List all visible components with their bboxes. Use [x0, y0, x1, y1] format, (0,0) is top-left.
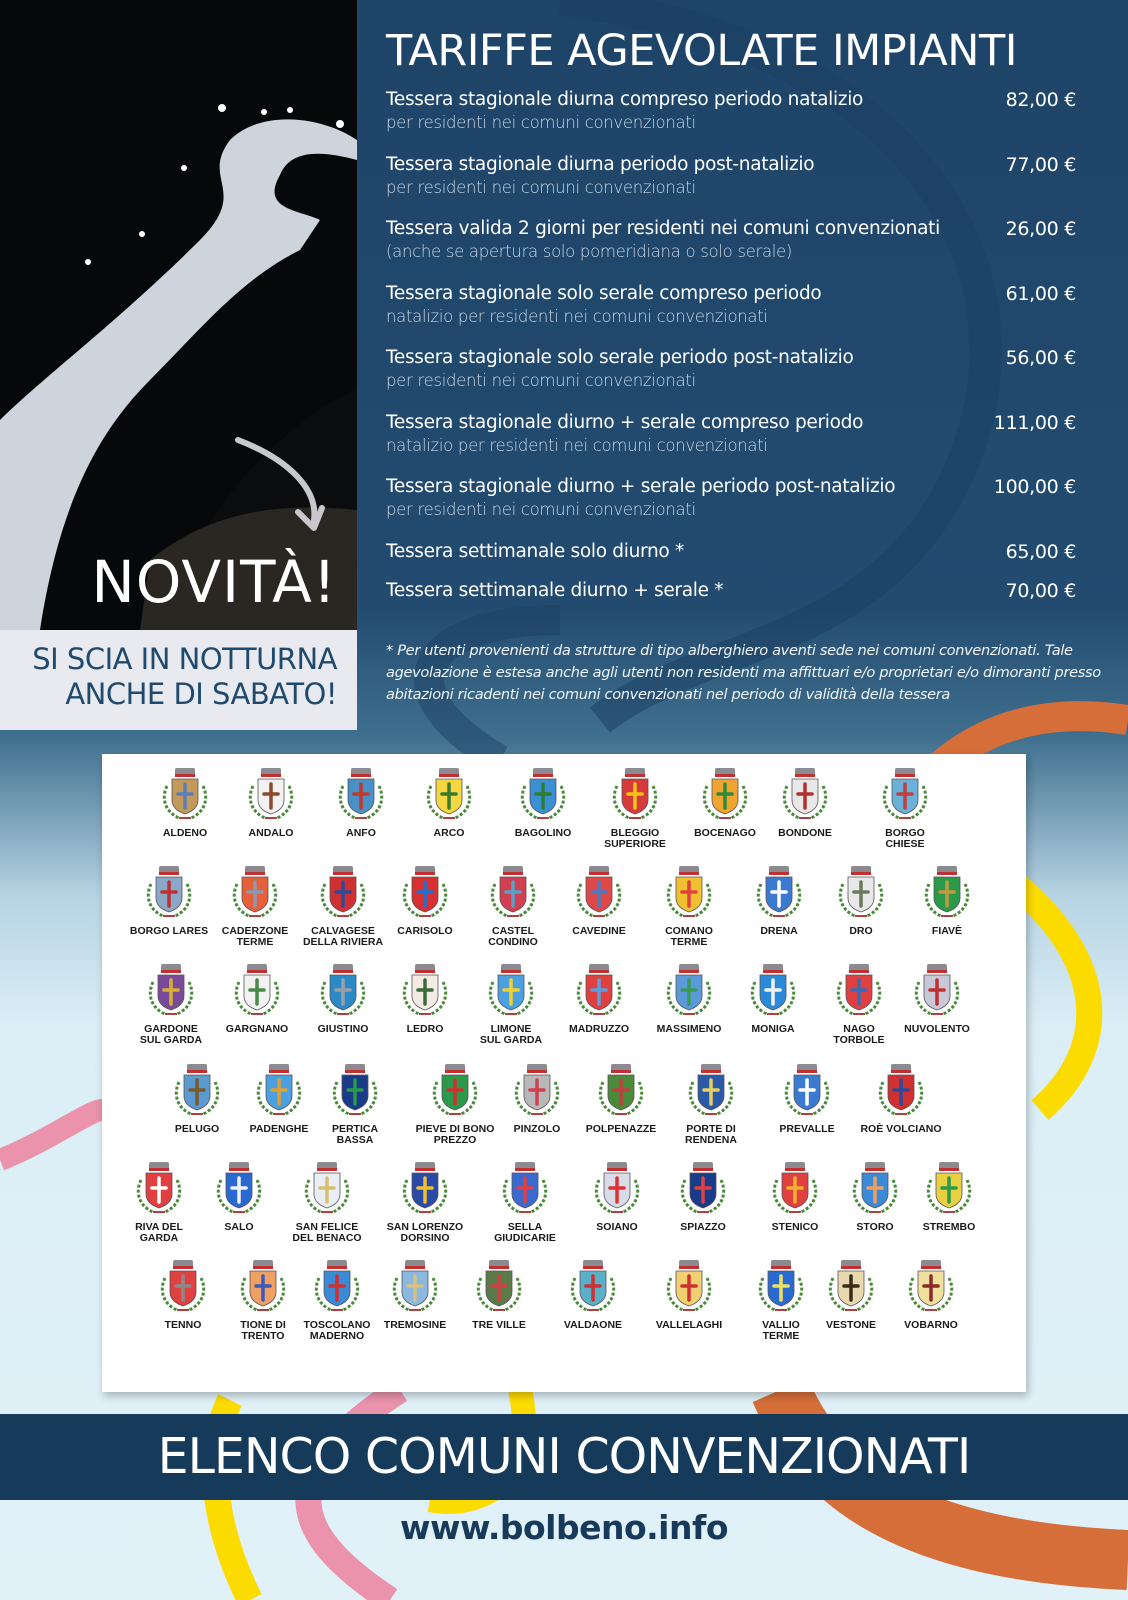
coat-of-arms-icon: [427, 1060, 483, 1120]
tariff-price: 111,00 €: [993, 411, 1076, 434]
coat-of-arms-icon: [141, 862, 197, 922]
comune-name: ROÈ VOLCIANO: [860, 1123, 942, 1135]
comune-name: VALDAONE: [563, 1319, 623, 1331]
comune-name: VOBARNO: [904, 1319, 958, 1331]
comune-item: [892, 862, 1002, 937]
tariff-name: Tessera stagionale solo serale periodo post-natalizio: [386, 347, 854, 368]
comune-name: SELLA GIUDICARIE: [494, 1221, 556, 1244]
comuni-panel: [102, 754, 1026, 1392]
comune-item: [894, 1158, 1004, 1233]
comune-name: PINZOLO: [513, 1123, 561, 1135]
coat-of-arms-icon: [751, 862, 807, 922]
comune-name: ARCO: [433, 827, 465, 839]
comune-name: BOCENAGO: [694, 827, 756, 839]
website-link[interactable]: www.bolbeno.info: [399, 1508, 729, 1547]
comune-name: VALLIO TERME: [762, 1319, 800, 1342]
comune-name: GARGNANO: [225, 1023, 289, 1035]
tariff-row: [386, 579, 1076, 618]
comune-name: PADENGHE: [249, 1123, 309, 1135]
coat-of-arms-icon: [211, 1158, 267, 1218]
banner-line-1: SI SCIA IN NOTTURNA: [32, 642, 337, 676]
tariff-name: Tessera valida 2 giorni per residenti nei comuni convenzionati: [386, 218, 940, 239]
coat-of-arms-icon: [143, 960, 199, 1020]
coat-of-arms-icon: [131, 1158, 187, 1218]
tariff-row: [386, 153, 1076, 218]
comune-name: NAGO TORBOLE: [833, 1023, 885, 1046]
banner-line-2: ANCHE DI SABATO!: [65, 677, 337, 711]
coat-of-arms-icon: [877, 764, 933, 824]
comune-name: SAN FELICE DEL BENACO: [292, 1221, 362, 1244]
tariff-name: Tessera stagionale diurna periodo post-natalizio: [386, 153, 815, 175]
comune-name: CARISOLO: [397, 925, 453, 937]
tariff-name: Tessera stagionale diurno + serale periodo post-natalizio: [386, 476, 896, 497]
tariff-list: [386, 88, 1076, 618]
coat-of-arms-icon: [675, 1158, 731, 1218]
coat-of-arms-icon: [333, 764, 389, 824]
comune-name: FIAVÈ: [931, 925, 963, 937]
coat-of-arms-icon: [661, 1256, 717, 1316]
comune-item: [656, 1060, 766, 1146]
tariff-footnote: * Per utenti provenienti da strutture di tipo alberghiero aventi sede nei comuni convenzionati. Tale agevolazione è estesa anche agli utenti non residenti ma affittuari e/o proprietari e/o dimoranti presso abitazioni ricadenti nei comuni convenzionati nel periodo di validità della tessera: [386, 642, 1101, 703]
comune-item: [882, 960, 992, 1035]
comune-name: STREMBO: [922, 1221, 976, 1233]
comune-name: ANFO: [346, 827, 376, 839]
tariff-price: 82,00 €: [1005, 89, 1076, 111]
comune-name: PERTICA BASSA: [331, 1123, 379, 1146]
coat-of-arms-icon: [589, 1158, 645, 1218]
tariffs-title: TARIFFE AGEVOLATE IMPIANTI: [386, 26, 1017, 76]
comune-item: [538, 1256, 648, 1331]
tariff-price: 65,00 €: [1005, 540, 1076, 563]
comune-name: MADRUZZO: [568, 1023, 630, 1035]
coat-of-arms-icon: [571, 862, 627, 922]
coat-of-arms-icon: [315, 862, 371, 922]
comune-name: SAN LORENZO DORSINO: [386, 1221, 464, 1244]
coat-of-arms-icon: [397, 1158, 453, 1218]
coat-of-arms-icon: [661, 862, 717, 922]
comune-item: [850, 764, 960, 850]
coat-of-arms-icon: [777, 764, 833, 824]
coat-of-arms-icon: [919, 862, 975, 922]
tariff-description: (anche se apertura solo pomeridiana o solo serale): [386, 242, 793, 261]
comune-name: LIMONE SUL GARDA: [479, 1023, 543, 1046]
comune-name: COMANO TERME: [665, 925, 713, 948]
novita-headline: NOVITÀ!: [91, 548, 337, 616]
coat-of-arms-icon: [397, 862, 453, 922]
tariff-description: natalizio per residenti nei comuni convenzionati: [386, 306, 768, 326]
comune-name: SALO: [224, 1221, 254, 1233]
coat-of-arms-icon: [485, 862, 541, 922]
comune-name: BLEGGIO SUPERIORE: [604, 827, 666, 850]
comune-name: PELUGO: [174, 1123, 220, 1135]
comune-name: BONDONE: [778, 827, 832, 839]
coat-of-arms-icon: [309, 1256, 365, 1316]
coat-of-arms-icon: [833, 862, 889, 922]
coat-of-arms-icon: [509, 1060, 565, 1120]
tariff-name: Tessera settimanale diurno + serale *: [386, 579, 724, 601]
comune-name: CALVAGESE DELLA RIVIERA: [302, 925, 384, 948]
tariff-price: 100,00 €: [993, 476, 1076, 498]
coat-of-arms-icon: [227, 862, 283, 922]
coat-of-arms-icon: [421, 764, 477, 824]
comune-name: BORGO LARES: [129, 925, 209, 937]
comune-name: SPIAZZO: [680, 1221, 726, 1233]
comune-name: LEDRO: [406, 1023, 444, 1035]
coat-of-arms-icon: [571, 960, 627, 1020]
comune-name: STORO: [856, 1221, 894, 1233]
comune-item: [750, 764, 860, 839]
tariff-description: per residenti nei comuni convenzionati: [386, 371, 696, 390]
comune-item: [370, 1158, 480, 1244]
coat-of-arms-icon: [243, 764, 299, 824]
comune-name: CADERZONE TERME: [221, 925, 289, 948]
coat-of-arms-icon: [921, 1158, 977, 1218]
tariff-price: 61,00 €: [1005, 282, 1076, 305]
ribbon-pink-left: [0, 1110, 102, 1160]
coat-of-arms-icon: [299, 1158, 355, 1218]
comune-name: GARDONE SUL GARDA: [139, 1023, 203, 1046]
coat-of-arms-icon: [565, 1256, 621, 1316]
comune-item: [272, 1158, 382, 1244]
comune-name: GIUSTINO: [317, 1023, 369, 1035]
coat-of-arms-icon: [779, 1060, 835, 1120]
comune-name: CAVEDINE: [572, 925, 626, 937]
tariff-price: 77,00 €: [1005, 153, 1076, 176]
tariff-row: [386, 411, 1076, 476]
coat-of-arms-icon: [471, 1256, 527, 1316]
comune-name: TIONE DI TRENTO: [240, 1319, 286, 1342]
tariff-description: per residenti nei comuni convenzionati: [386, 113, 696, 132]
coat-of-arms-icon: [697, 764, 753, 824]
comune-name: TENNO: [164, 1319, 202, 1331]
tariff-row: [386, 540, 1076, 579]
comune-name: ANDALO: [248, 827, 294, 839]
comune-name: BORGO CHIESE: [885, 827, 925, 850]
comune-name: SOIANO: [596, 1221, 638, 1233]
coat-of-arms-icon: [745, 960, 801, 1020]
coat-of-arms-icon: [327, 1060, 383, 1120]
tariff-row: [386, 88, 1076, 153]
comune-name: TREMOSINE: [383, 1319, 447, 1331]
coat-of-arms-icon: [903, 1256, 959, 1316]
comune-name: PREVALLE: [779, 1123, 835, 1135]
coat-of-arms-icon: [169, 1060, 225, 1120]
comune-name: MASSIMENO: [656, 1023, 722, 1035]
tariff-description: natalizio per residenti nei comuni convenzionati: [386, 435, 768, 455]
comune-name: STENICO: [771, 1221, 819, 1233]
comune-item: [300, 1060, 410, 1146]
comune-name: ALDENO: [162, 827, 208, 839]
comune-name: VESTONE: [826, 1319, 876, 1331]
tariff-name: Tessera settimanale solo diurno *: [386, 540, 684, 562]
comune-name: DRENA: [760, 925, 798, 937]
coat-of-arms-icon: [909, 960, 965, 1020]
coat-of-arms-icon: [497, 1158, 553, 1218]
tariff-name: Tessera stagionale diurna compreso periodo natalizio: [386, 89, 864, 110]
comune-name: CASTEL CONDINO: [488, 925, 538, 948]
comune-name: PIEVE DI BONO PREZZO: [415, 1123, 495, 1146]
coat-of-arms-icon: [831, 960, 887, 1020]
comune-item: [846, 1060, 956, 1135]
comune-name: BAGOLINO: [514, 827, 572, 839]
night-ski-photo: [0, 0, 357, 630]
comune-name: VALLELAGHI: [655, 1319, 723, 1331]
comune-item: [876, 1256, 986, 1331]
tariff-price: 56,00 €: [1005, 347, 1076, 369]
tariff-description: per residenti nei comuni convenzionati: [386, 177, 696, 197]
tariff-row: [386, 217, 1076, 282]
comune-name: NUVOLENTO: [904, 1023, 970, 1035]
comune-name: MONIGA: [751, 1023, 795, 1035]
coat-of-arms-icon: [157, 764, 213, 824]
coat-of-arms-icon: [251, 1060, 307, 1120]
coat-of-arms-icon: [873, 1060, 929, 1120]
comune-name: TOSCOLANO MADERNO: [303, 1319, 371, 1342]
ski-slope-illustration: [0, 0, 357, 630]
tariff-price: 26,00 €: [1005, 218, 1076, 240]
comune-name: RIVA DEL GARDA: [135, 1221, 183, 1244]
coat-of-arms-icon: [229, 960, 285, 1020]
tariff-name: Tessera stagionale solo serale compreso periodo: [386, 282, 822, 304]
coat-of-arms-icon: [823, 1256, 879, 1316]
tariff-description: per residenti nei comuni convenzionati: [386, 500, 696, 519]
coat-of-arms-icon: [387, 1256, 443, 1316]
comune-name: POLPENAZZE: [585, 1123, 657, 1135]
coat-of-arms-icon: [515, 764, 571, 824]
tariff-price: 70,00 €: [1005, 579, 1076, 602]
comune-name: PORTE DI RENDENA: [685, 1123, 737, 1146]
coat-of-arms-icon: [661, 960, 717, 1020]
coat-of-arms-icon: [767, 1158, 823, 1218]
coat-of-arms-icon: [683, 1060, 739, 1120]
coat-of-arms-icon: [397, 960, 453, 1020]
tariff-name: Tessera stagionale diurno + serale compreso periodo: [386, 411, 864, 433]
tariff-row: [386, 282, 1076, 347]
coat-of-arms-icon: [607, 764, 663, 824]
comune-name: DRO: [849, 925, 873, 937]
coat-of-arms-icon: [155, 1256, 211, 1316]
coat-of-arms-icon: [593, 1060, 649, 1120]
coat-of-arms-icon: [483, 960, 539, 1020]
comuni-band-title: ELENCO COMUNI CONVENZIONATI: [0, 1414, 1128, 1500]
night-skiing-banner: [0, 630, 357, 730]
comune-name: TRE VILLE: [472, 1319, 526, 1331]
tariff-row: [386, 475, 1076, 540]
tariff-row: [386, 346, 1076, 411]
coat-of-arms-icon: [315, 960, 371, 1020]
